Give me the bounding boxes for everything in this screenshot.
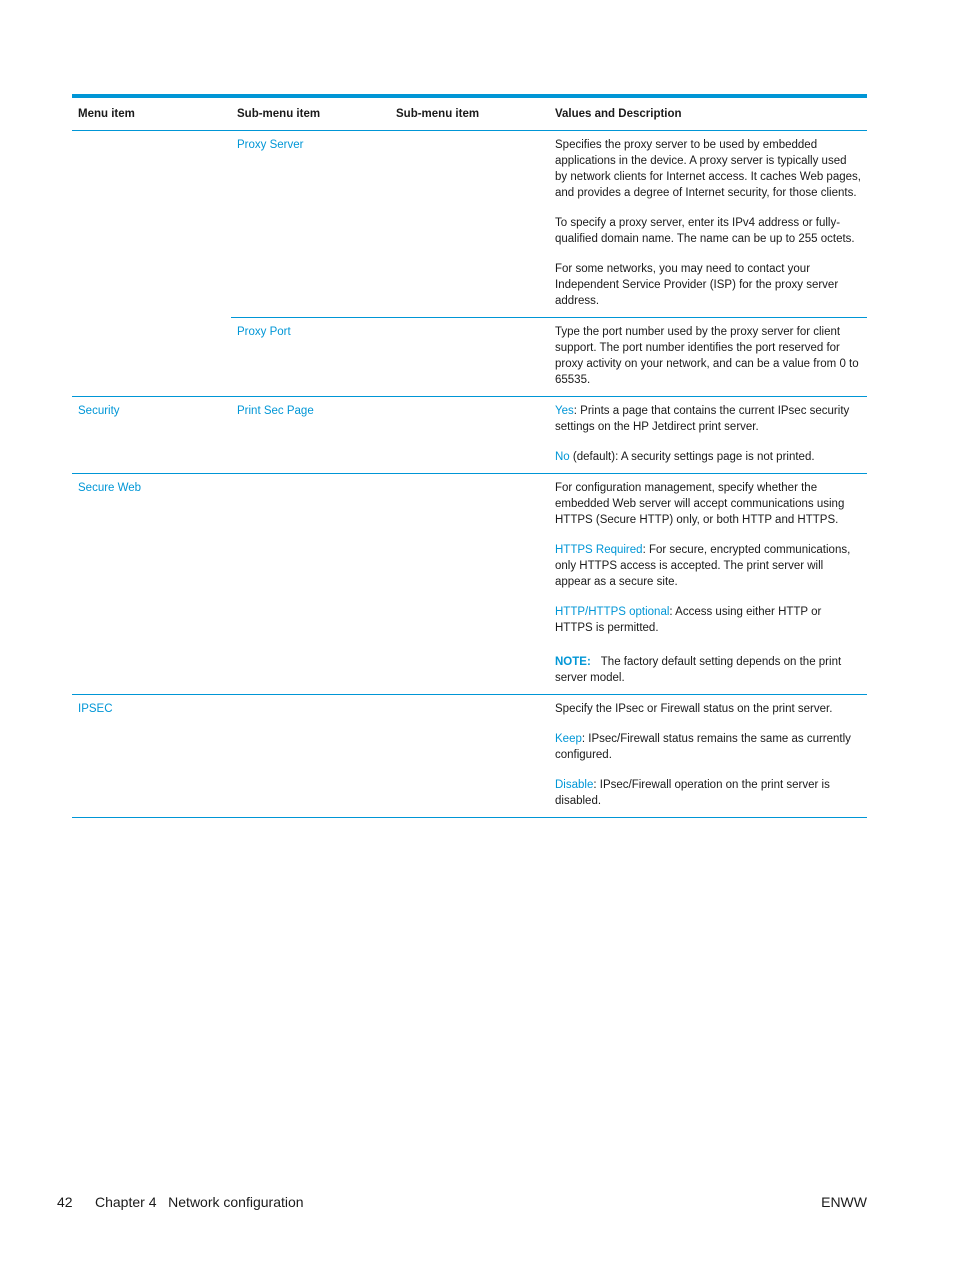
note-paragraph <box>555 654 861 686</box>
https-required-text: : For secure, encrypted communications, only HTTPS access is accepted. The print server will appear as a secure site. <box>555 544 851 588</box>
cell-proxy-server <box>231 131 390 318</box>
https-required-link[interactable]: HTTPS Required <box>555 544 643 556</box>
proxy-server-link[interactable]: Proxy Server <box>237 139 304 151</box>
note-label: NOTE: <box>555 656 591 668</box>
secure-web-link[interactable]: Secure Web <box>78 482 142 494</box>
cell-empty <box>390 695 549 818</box>
description-paragraph: For some networks, you may need to contact your Independent Service Provider (ISP) for the proxy server address. <box>555 263 839 307</box>
cell-empty <box>231 474 390 695</box>
page-content <box>72 94 867 818</box>
ipsec-description <box>549 695 867 818</box>
header-values-description: Values and Description <box>549 96 867 131</box>
table-row-security <box>72 397 867 474</box>
cell-empty <box>231 695 390 818</box>
cell-empty <box>390 397 549 474</box>
header-menu-item: Menu item <box>72 96 231 131</box>
ipsec-link[interactable]: IPSEC <box>78 703 113 715</box>
proxy-port-link[interactable]: Proxy Port <box>237 326 291 338</box>
table-row-secure-web <box>72 474 867 695</box>
security-link[interactable]: Security <box>78 405 120 417</box>
description-paragraph <box>555 604 861 636</box>
cell-security <box>72 397 231 474</box>
cell-proxy-port <box>231 318 390 397</box>
note-text: The factory default setting depends on the print server model. <box>555 656 842 684</box>
yes-link[interactable]: Yes <box>555 405 574 417</box>
menu-table <box>72 94 867 818</box>
keep-text: : IPsec/Firewall status remains the same as currently configured. <box>555 733 851 761</box>
secure-web-description <box>549 474 867 695</box>
description-paragraph: Type the port number used by the proxy server for client support. The port number identifies the port reserved for proxy activity on your network, and can be a value from 0 to 65535. <box>555 326 859 386</box>
description-paragraph <box>555 403 861 435</box>
description-paragraph <box>555 731 861 763</box>
yes-text: : Prints a page that contains the current IPsec security settings on the HP Jetdirect print server. <box>555 405 850 433</box>
header-sub-menu-item-1: Sub-menu item <box>231 96 390 131</box>
table-row-proxy-port <box>72 318 867 397</box>
cell-empty <box>390 474 549 695</box>
proxy-port-description <box>549 318 867 397</box>
disable-link[interactable]: Disable <box>555 779 594 791</box>
header-sub-menu-item-2: Sub-menu item <box>390 96 549 131</box>
description-paragraph: Specify the IPsec or Firewall status on the print server. <box>555 703 833 715</box>
description-paragraph: To specify a proxy server, enter its IPv4 address or fully-qualified domain name. The name can be up to 255 octets. <box>555 217 855 245</box>
http-https-optional-link[interactable]: HTTP/HTTPS optional <box>555 606 670 618</box>
description-paragraph <box>555 777 861 809</box>
table-header <box>72 96 867 131</box>
page-number: 42 <box>57 1194 73 1210</box>
footer-enww: ENWW <box>821 1194 867 1210</box>
description-paragraph: Specifies the proxy server to be used by embedded applications in the device. A proxy server is typically used by network clients for Internet access. It caches Web pages, and provides a degree of Internet security, for those clients. <box>555 139 861 199</box>
table-row-proxy-server <box>72 131 867 318</box>
http-https-optional-text: : Access using either HTTP or HTTPS is permitted. <box>555 606 822 634</box>
disable-text: : IPsec/Firewall operation on the print server is disabled. <box>555 779 830 807</box>
description-paragraph <box>555 542 861 590</box>
print-sec-page-link[interactable]: Print Sec Page <box>237 405 314 417</box>
no-text: (default): A security settings page is not printed. <box>569 451 815 463</box>
cell-secure-web <box>72 474 231 695</box>
no-link[interactable]: No <box>555 451 570 463</box>
description-paragraph: For configuration management, specify whether the embedded Web server will accept communications using HTTPS (Secure HTTP) only, or both HTTP and HTTPS. <box>555 482 845 526</box>
chapter-title: Chapter 4 Network configuration <box>95 1194 304 1210</box>
keep-link[interactable]: Keep <box>555 733 582 745</box>
cell-empty <box>390 131 549 318</box>
security-description <box>549 397 867 474</box>
description-paragraph <box>555 449 861 465</box>
cell-empty <box>390 318 549 397</box>
cell-empty <box>72 318 231 397</box>
proxy-server-description <box>549 131 867 318</box>
cell-ipsec <box>72 695 231 818</box>
cell-print-sec-page <box>231 397 390 474</box>
table-row-ipsec <box>72 695 867 818</box>
cell-empty <box>72 131 231 318</box>
